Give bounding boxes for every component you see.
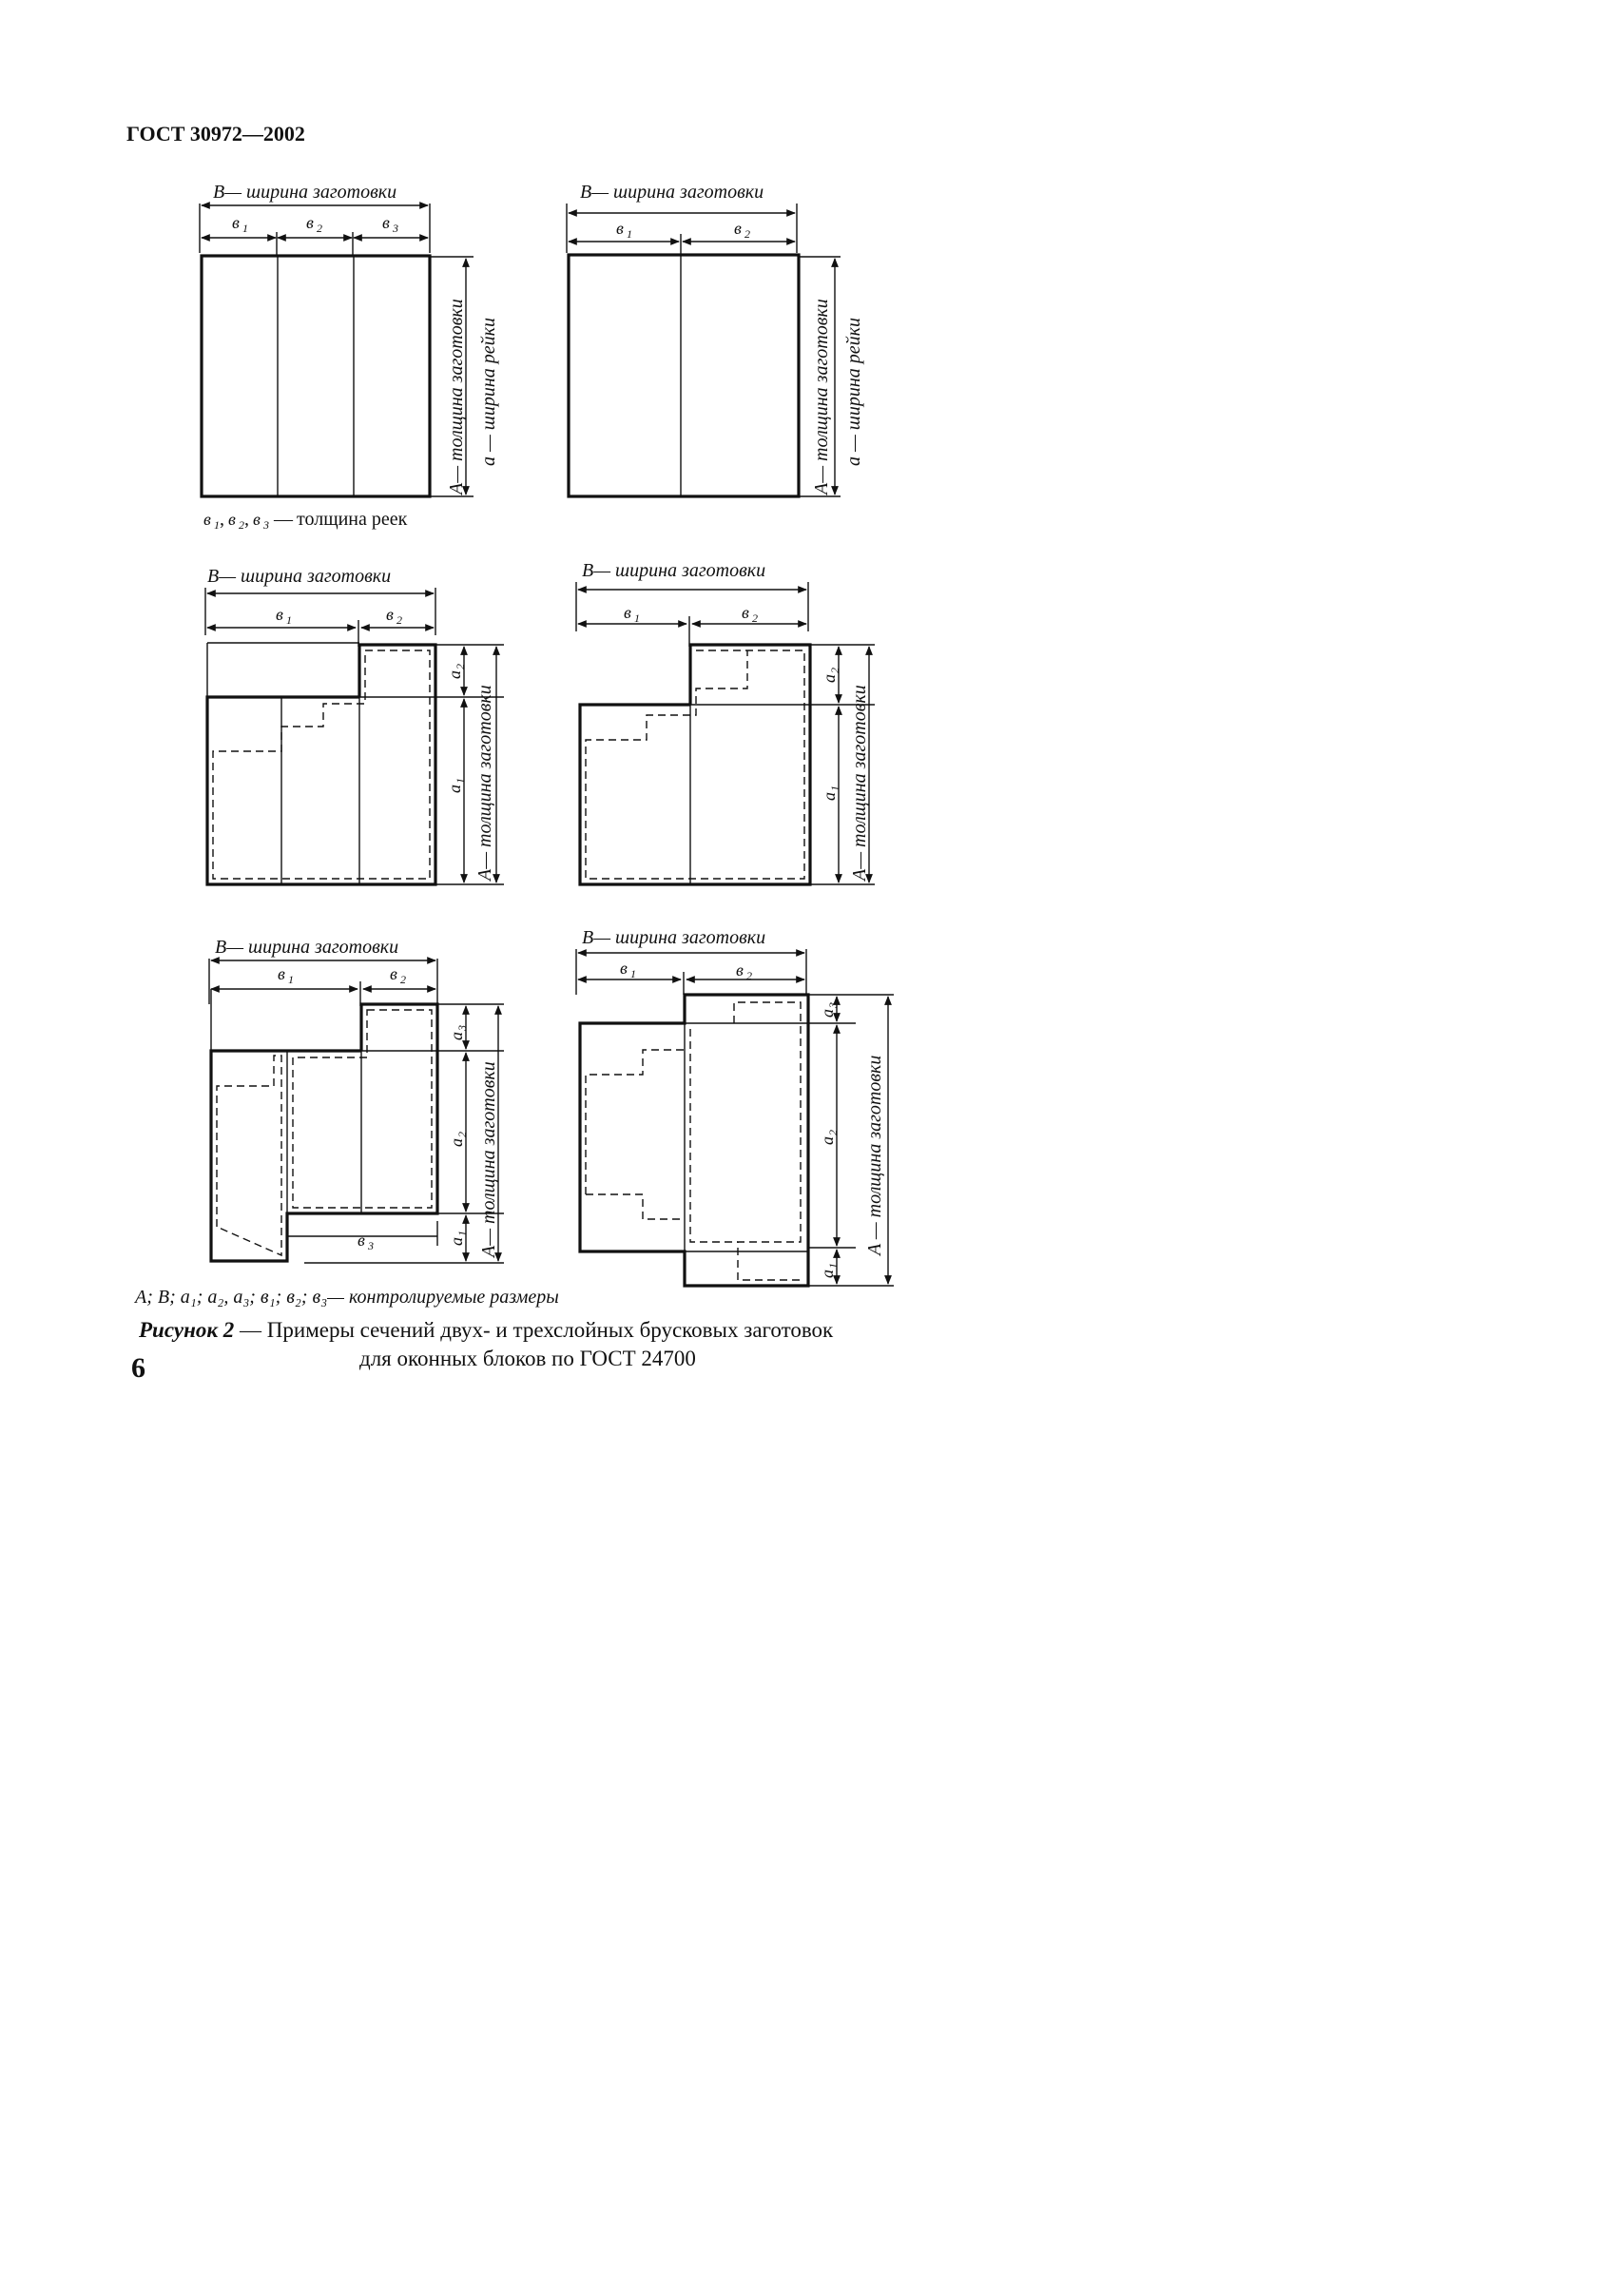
label-A-thickness: A— толщина заготовки <box>811 299 832 495</box>
label-A-thickness: A — толщина заготовки <box>864 1055 885 1255</box>
label-b2 <box>742 603 758 625</box>
svg-text:в: в <box>734 219 742 238</box>
svg-text:a: a <box>447 1138 466 1147</box>
svg-text:a: a <box>447 1032 466 1040</box>
label-a1 <box>818 1263 840 1278</box>
svg-text:в: в <box>624 603 631 622</box>
svg-text:2: 2 <box>746 969 752 982</box>
label-b1 <box>278 964 294 986</box>
label-a2 <box>445 664 467 679</box>
svg-text:1: 1 <box>288 973 294 986</box>
svg-text:2: 2 <box>396 613 402 627</box>
svg-text:1: 1 <box>826 1263 840 1269</box>
svg-text:в: в <box>742 603 749 622</box>
svg-text:в: в <box>382 213 390 232</box>
svg-text:1: 1 <box>242 222 248 235</box>
svg-text:a: a <box>447 1237 466 1246</box>
svg-text:a: a <box>818 1136 837 1145</box>
label-a2 <box>447 1132 469 1147</box>
svg-text:в: в <box>386 605 394 624</box>
page-number: 6 <box>131 1352 145 1384</box>
svg-text:в: в <box>736 960 744 979</box>
gost-header: ГОСТ 30972—2002 <box>126 122 305 145</box>
label-b2 <box>734 219 750 241</box>
label-B-width: B— ширина заготовки <box>580 182 764 203</box>
label-b2 <box>386 605 402 627</box>
svg-text:1: 1 <box>627 227 632 241</box>
svg-text:,: , <box>220 509 224 530</box>
svg-text:2: 2 <box>454 664 467 669</box>
svg-text:2: 2 <box>744 227 750 241</box>
svg-text:2: 2 <box>317 222 322 235</box>
label-b1 <box>232 213 248 235</box>
svg-text:3: 3 <box>455 1025 469 1031</box>
label-A-thickness: A— толщина заготовки <box>446 299 467 495</box>
svg-text:3: 3 <box>263 518 269 532</box>
svg-text:2: 2 <box>400 973 406 986</box>
label-b2 <box>306 213 322 235</box>
label-a-rail-width: a — ширина рейки <box>843 317 864 466</box>
label-a1 <box>447 1231 469 1246</box>
svg-text:1: 1 <box>286 613 292 627</box>
label-a1 <box>820 785 841 801</box>
svg-text:,: , <box>244 509 249 530</box>
svg-text:1: 1 <box>828 785 841 791</box>
svg-text:3: 3 <box>393 222 398 235</box>
figure-caption-line-2: для оконных блоков по ГОСТ 24700 <box>359 1347 696 1370</box>
svg-text:3: 3 <box>368 1239 374 1252</box>
label-a3 <box>447 1025 469 1040</box>
label-a2 <box>818 1130 840 1145</box>
svg-text:в: в <box>228 510 236 529</box>
label-B-width: B— ширина заготовки <box>215 937 399 958</box>
label-A-thickness: A— толщина заготовки <box>478 1061 499 1257</box>
label-B-width: B— ширина заготовки <box>582 560 766 581</box>
svg-text:2: 2 <box>752 611 758 625</box>
document-page <box>0 0 1078 1506</box>
svg-text:1: 1 <box>630 967 636 980</box>
svg-text:в: в <box>203 510 211 529</box>
section-three-layer-stepped-left <box>209 937 504 1263</box>
svg-text:a: a <box>818 1270 837 1278</box>
footnote-controlled-dimensions: A; B; a₁; a₂, a₃; в₁; в₂; в₃— контролируемые размеры <box>135 1287 559 1308</box>
label-b1 <box>620 959 636 980</box>
label-B-width: B— ширина заготовки <box>213 182 397 203</box>
label-a2 <box>820 668 841 683</box>
svg-text:в: в <box>358 1231 365 1250</box>
label-a1 <box>445 778 467 793</box>
svg-text:2: 2 <box>455 1132 469 1137</box>
svg-text:в: в <box>276 605 283 624</box>
svg-text:в: в <box>620 959 628 978</box>
note-b-thickness <box>203 509 408 532</box>
label-b1 <box>624 603 640 625</box>
label-B-width: B— ширина заготовки <box>207 566 392 587</box>
svg-text:в: в <box>253 510 261 529</box>
label-A-thickness: A— толщина заготовки <box>849 685 870 881</box>
label-a-rail-width: a — ширина рейки <box>478 317 499 466</box>
svg-text:1: 1 <box>214 518 220 532</box>
label-b3 <box>382 213 398 235</box>
label-b2 <box>390 964 406 986</box>
svg-text:a: a <box>820 674 839 683</box>
svg-text:1: 1 <box>634 611 640 625</box>
svg-text:в: в <box>278 964 285 983</box>
label-A-thickness: A— толщина заготовки <box>474 685 495 881</box>
svg-text:в: в <box>232 213 240 232</box>
svg-text:в: в <box>390 964 397 983</box>
svg-text:a: a <box>445 670 464 679</box>
section-three-layer-stepped-right <box>576 927 894 1286</box>
label-b3 <box>358 1231 374 1252</box>
svg-text:2: 2 <box>239 518 244 532</box>
svg-text:в: в <box>306 213 314 232</box>
figure-caption-line-1: Рисунок 2 — Примеры сечений двух- и трехслойных брусковых заготовок <box>139 1318 834 1342</box>
svg-text:2: 2 <box>828 668 841 673</box>
svg-text:2: 2 <box>826 1130 840 1135</box>
section-three-layer-width <box>200 182 499 532</box>
section-two-layer-stepped-left <box>205 566 504 884</box>
section-two-layer-stepped-right <box>576 560 875 884</box>
svg-text:1: 1 <box>454 778 467 784</box>
svg-text:1: 1 <box>455 1231 469 1236</box>
label-b1 <box>276 605 292 627</box>
svg-text:a: a <box>818 1009 837 1018</box>
svg-text:a: a <box>445 785 464 793</box>
label-a3 <box>818 1002 840 1018</box>
label-B-width: B— ширина заготовки <box>582 927 766 948</box>
label-b1 <box>616 219 632 241</box>
svg-text:в: в <box>616 219 624 238</box>
figure-2-drawings <box>0 0 1078 1506</box>
svg-text:3: 3 <box>826 1002 840 1008</box>
section-two-layer-width <box>567 182 864 496</box>
svg-text:толщина реек: толщина реек <box>297 509 408 530</box>
svg-text:a: a <box>820 792 839 801</box>
svg-text:—: — <box>274 509 293 530</box>
